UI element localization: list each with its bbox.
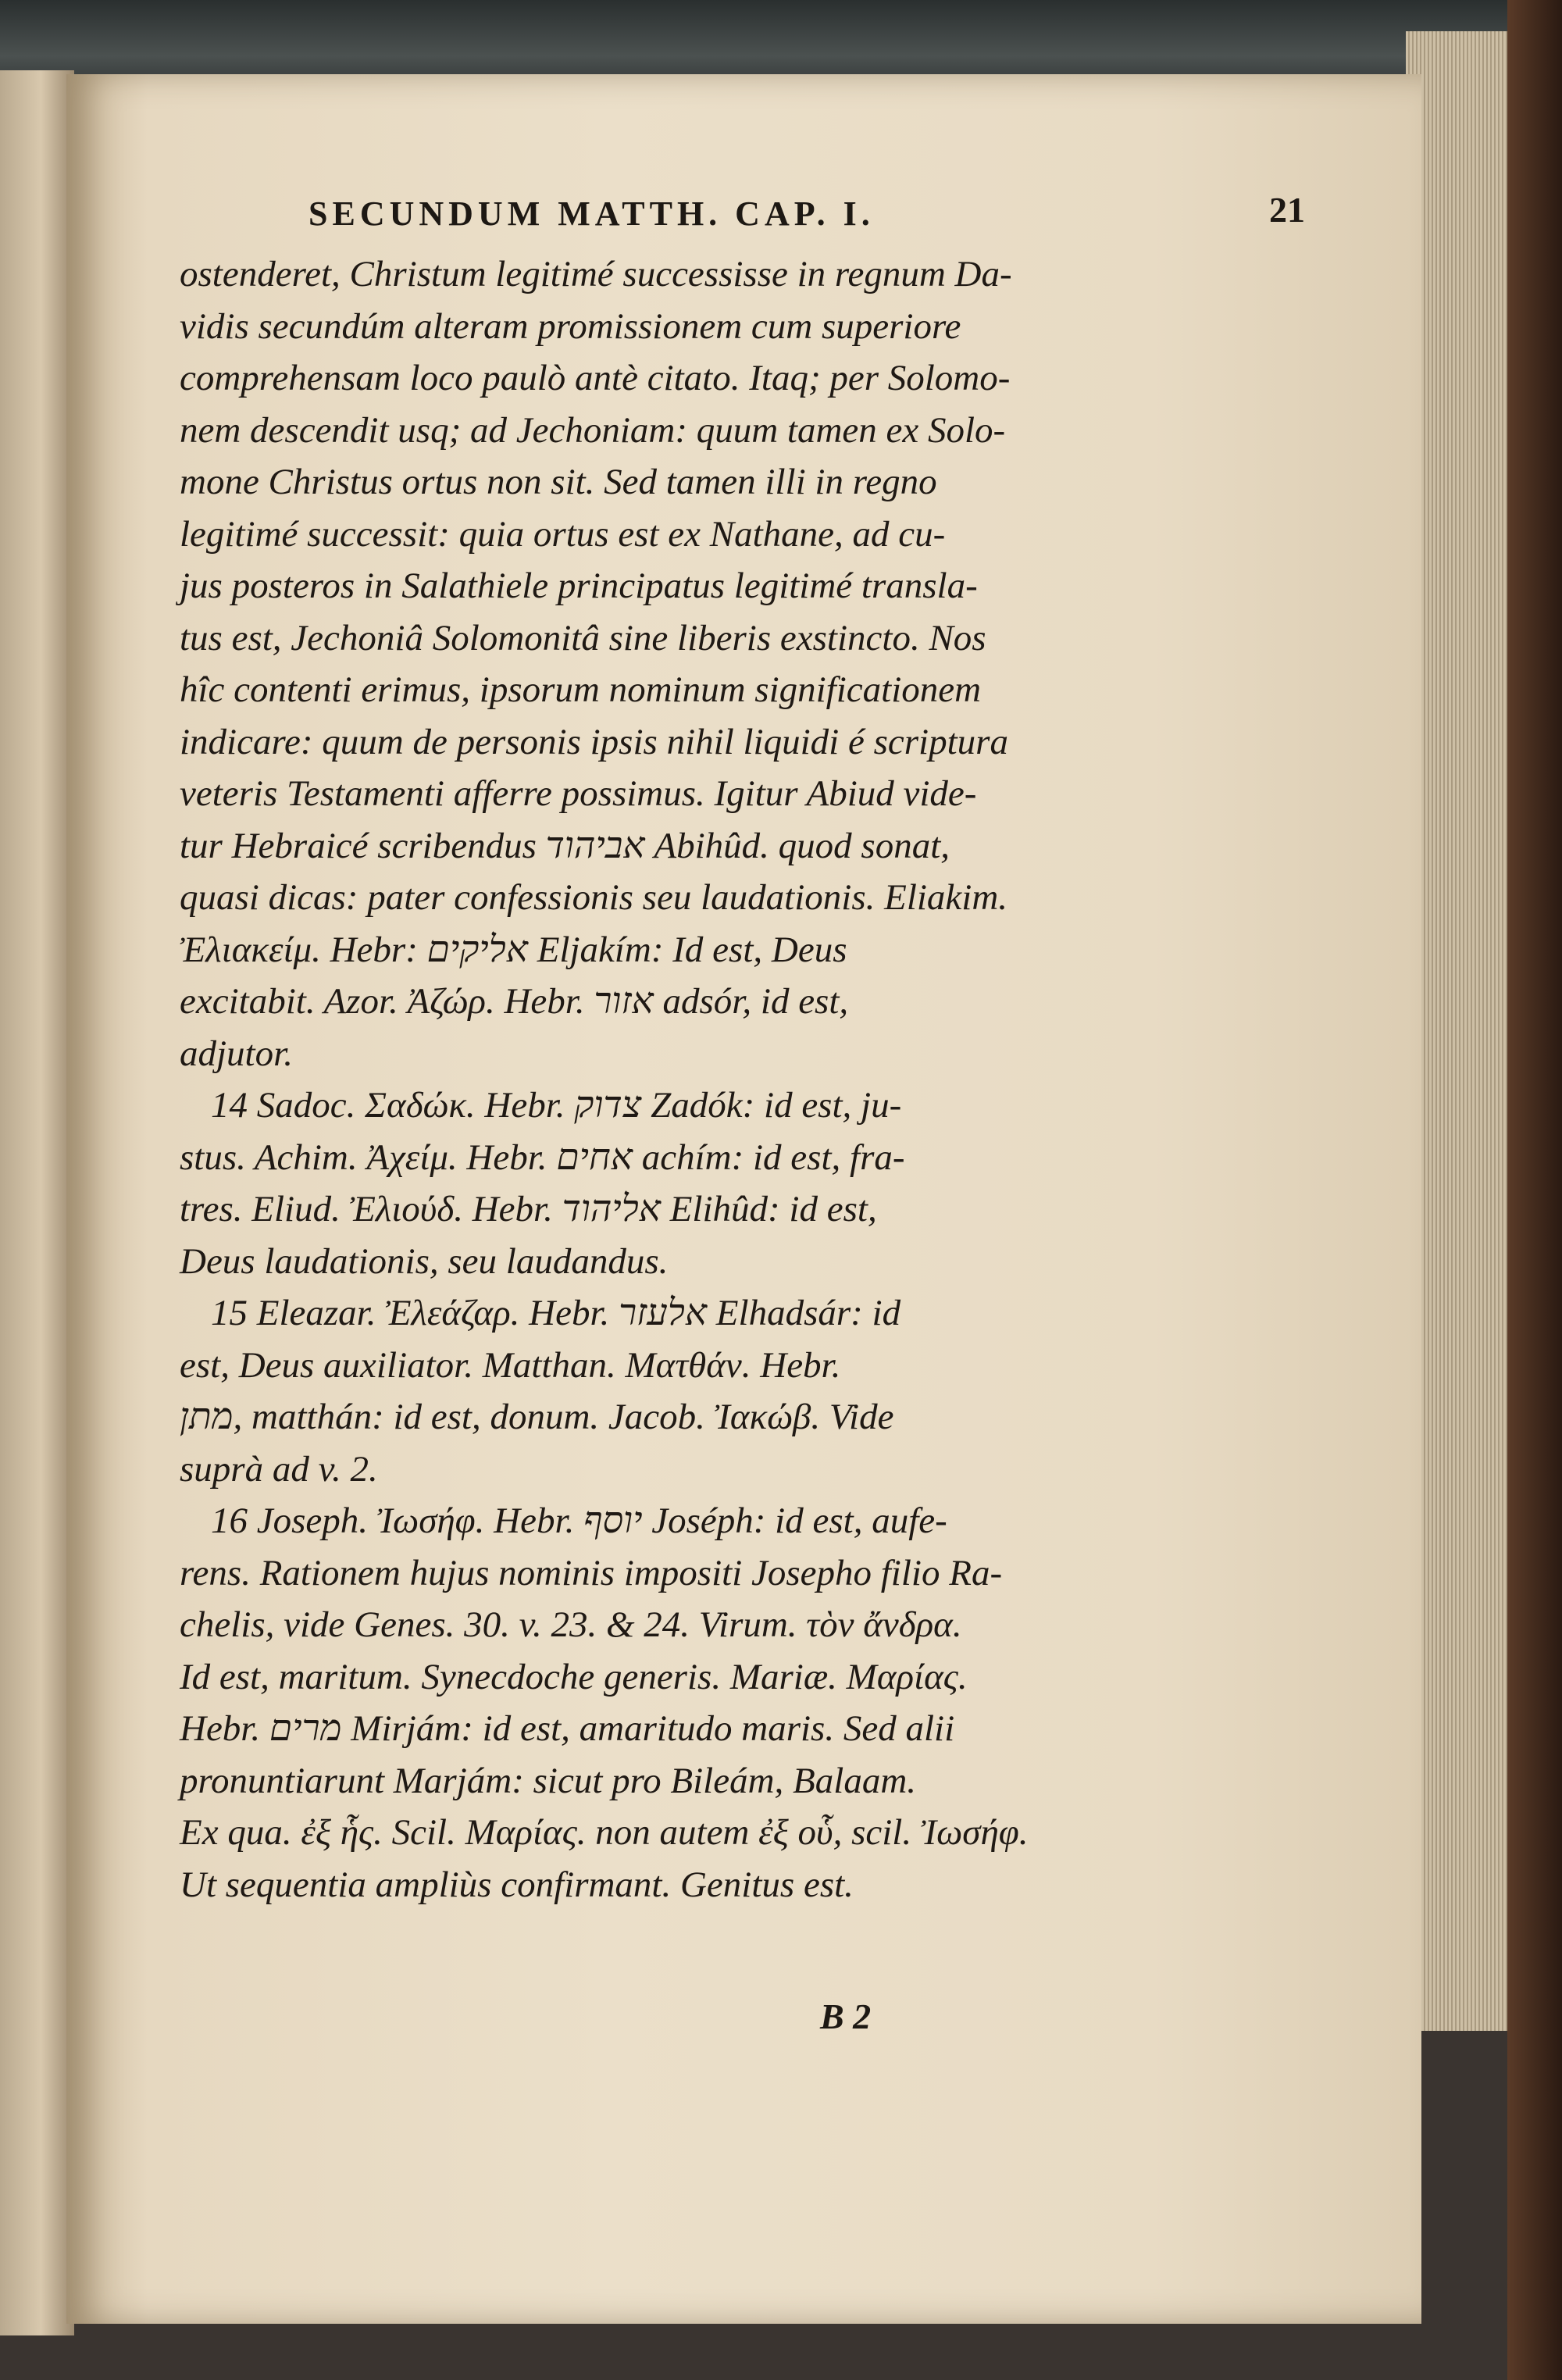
text-line: vidis secundúm alteram promissionem cum superiore bbox=[180, 305, 961, 347]
text-line: tus est, Jechoniâ Solomonitâ sine liberis exstincto. Nos bbox=[180, 617, 986, 658]
book-cover-edge bbox=[1507, 0, 1562, 2380]
text-line: Deus laudationis, seu laudandus. bbox=[180, 1240, 669, 1282]
verse-line: 16 Joseph. Ἰωσήφ. Hebr. יוסף Joséph: id est, aufe- bbox=[211, 1500, 947, 1541]
text-line: quasi dicas: pater confessionis seu laudationis. Eliakim. bbox=[180, 877, 1008, 918]
text-line: nem descendit usq; ad Jechoniam: quum tamen ex Solo- bbox=[180, 409, 1006, 451]
text-line: indicare: quum de personis ipsis nihil liquidi é scriptura bbox=[180, 721, 1008, 762]
text-line: veteris Testamenti afferre possimus. Igitur Abiud vide- bbox=[180, 773, 977, 814]
text-line: suprà ad v. 2. bbox=[180, 1448, 378, 1490]
text-line: ostenderet, Christum legitimé successisse in regnum Da- bbox=[180, 254, 1012, 294]
text-line: Ex qua. ἐξ ἧς. Scil. Μαρίας. non autem ἐξ οὗ, scil. Ἰωσήφ. bbox=[180, 1812, 1029, 1853]
text-line: hîc contenti erimus, ipsorum nominum significationem bbox=[180, 669, 982, 710]
text-line: legitimé successit: quia ortus est ex Nathane, ad cu- bbox=[180, 513, 946, 555]
page-number: 21 bbox=[1269, 190, 1305, 230]
text-line: adjutor. bbox=[180, 1033, 293, 1074]
text-line: Id est, maritum. Synecdoche generis. Mariæ. Μαρίας. bbox=[180, 1656, 968, 1697]
text-line: stus. Achim. Ἀχείμ. Hebr. אחים achím: id est, fra- bbox=[180, 1136, 905, 1178]
text-line: jus posteros in Salathiele principatus legitimé transla- bbox=[180, 566, 978, 606]
text-line: excitabit. Azor. Ἀζώρ. Hebr. אזור adsór, id est, bbox=[180, 981, 849, 1022]
text-line: mone Christus ortus non sit. Sed tamen illi in regno bbox=[180, 462, 937, 502]
text-line: Ut sequentia ampliùs confirmant. Genitus est. bbox=[180, 1864, 854, 1905]
text-line: Ἐλιακείμ. Hebr: אליקים Eljakím: Id est, Deus bbox=[180, 929, 847, 970]
text-line: tres. Eliud. Ἐλιούδ. Hebr. אליהוד Elihûd: id est, bbox=[180, 1189, 877, 1229]
text-line: rens. Rationem hujus nominis impositi Josepho filio Ra- bbox=[180, 1552, 1003, 1593]
text-block bbox=[180, 248, 1273, 1911]
facing-page-edge bbox=[0, 70, 74, 2335]
text-line: est, Deus auxiliator. Matthan. Ματθάν. Hebr. bbox=[180, 1344, 841, 1386]
signature-mark: B 2 bbox=[820, 1996, 872, 2036]
text-line: comprehensam loco paulò antè citato. Itaq; per Solomo- bbox=[180, 358, 1011, 398]
text-line: מתן, matthán: id est, donum. Jacob. Ἰακώβ. Vide bbox=[180, 1397, 894, 1437]
text-line: tur Hebraicé scribendus אביהוד Abihûd. quod sonat, bbox=[180, 825, 950, 866]
verse-line: 15 Eleazar. Ἐλεάζαρ. Hebr. אלעזר Elhadsár: id bbox=[211, 1293, 901, 1333]
text-line: pronuntiarunt Marjám: sicut pro Bileám, Balaam. bbox=[180, 1760, 917, 1801]
verse-line: 14 Sadoc. Σαδώκ. Hebr. צדוק Zadók: id est, ju- bbox=[211, 1085, 902, 1126]
text-line: Hebr. מרים Mirjám: id est, amaritudo maris. Sed alii bbox=[180, 1708, 955, 1749]
running-head: SECUNDUM MATTH. CAP. I. bbox=[308, 194, 875, 233]
text-line: chelis, vide Genes. 30. v. 23. & 24. Virum. τὸν ἄνδρα. bbox=[180, 1604, 962, 1645]
